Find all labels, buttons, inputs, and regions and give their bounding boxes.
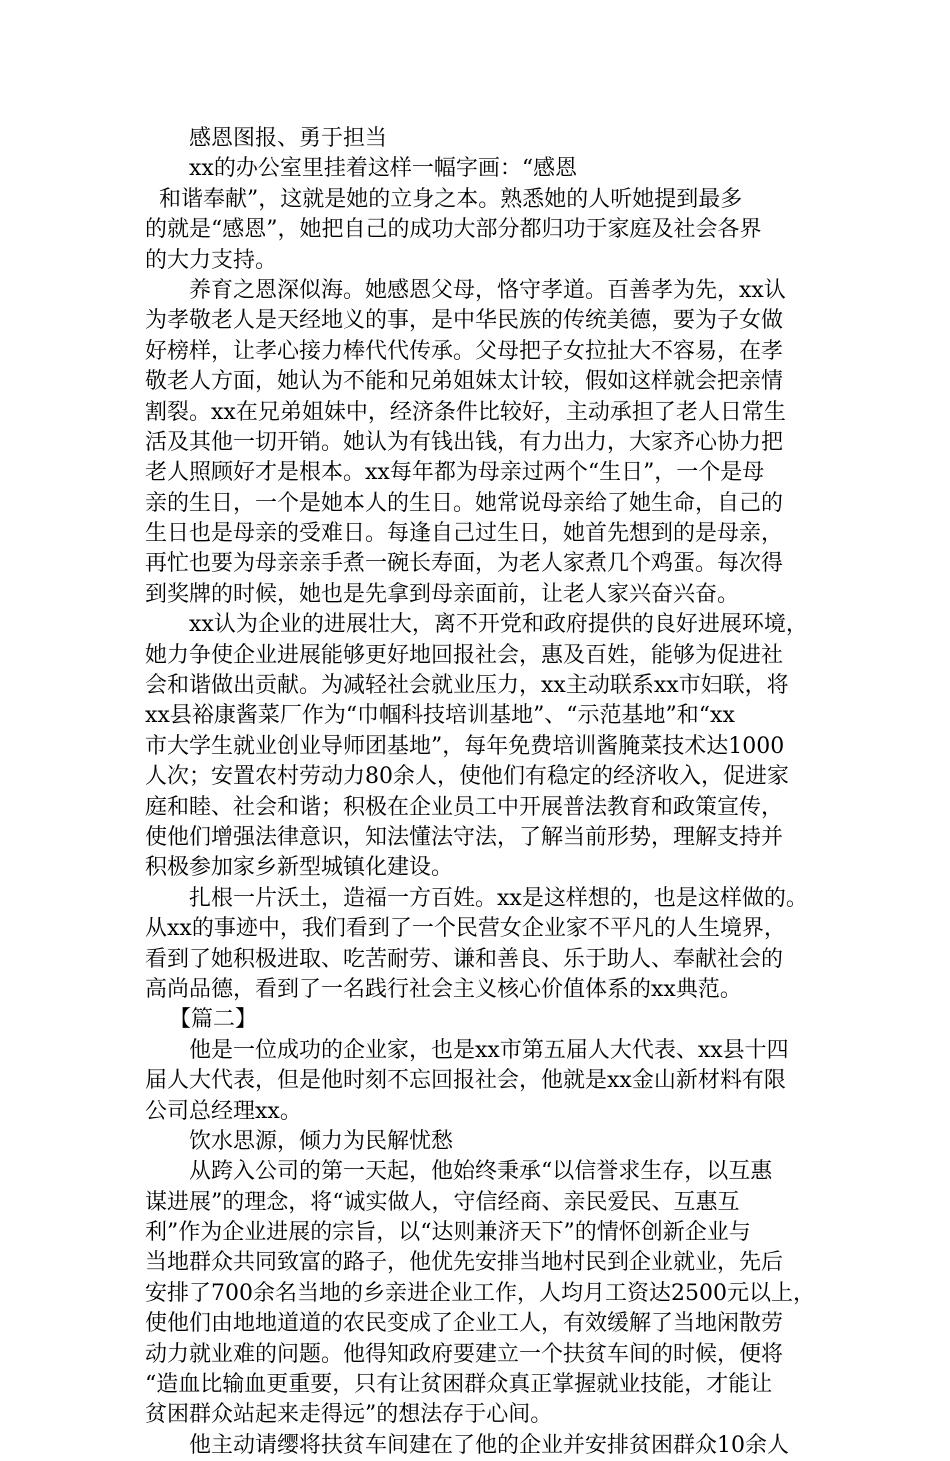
- text-line: 她力争使企业进展能够更好地回报社会，惠及百姓，能够为促进社: [145, 642, 784, 668]
- text-line: xx认为企业的进展壮大，离不开党和政府提供的良好进展环境，: [189, 612, 808, 638]
- text-line: 公司总经理xx。: [145, 1098, 302, 1124]
- text-line: 当地群众共同致富的路子，他优先安排当地村民到企业就业，先后: [145, 1250, 784, 1276]
- text-line: 饮水思源，倾力为民解忧愁: [189, 1128, 454, 1154]
- text-line: 高尚品德，看到了一名践行社会主义核心价值体系的xx典范。: [145, 976, 742, 1002]
- text-line: 割裂。xx在兄弟姐妹中，经济条件比较好，主动承担了老人日常生: [145, 399, 786, 425]
- text-line: 利”作为企业进展的宗旨，以“达则兼济天下”的情怀创新企业与: [145, 1220, 751, 1246]
- text-line: 亲的生日，一个是她本人的生日。她常说母亲给了她生命，自己的: [145, 490, 784, 516]
- text-line: 的大力支持。: [145, 247, 278, 273]
- text-line: 他是一位成功的企业家，也是xx市第五届人大代表、xx县十四: [189, 1037, 789, 1063]
- text-line: 市大学生就业创业导师团基地”，每年免费培训酱腌菜技术达1000: [145, 733, 785, 759]
- text-line: 从跨入公司的第一天起，他始终秉承“以信誉求生存，以互惠: [189, 1159, 773, 1185]
- text-line: 再忙也要为母亲亲手煮一碗长寿面，为老人家煮几个鸡蛋。每次得: [145, 551, 784, 577]
- text-line: 看到了她积极进取、吃苦耐劳、谦和善良、乐于助人、奉献社会的: [145, 946, 784, 972]
- text-line: 和谐奉献”，这就是她的立身之本。熟悉她的人听她提到最多: [159, 186, 743, 212]
- text-line: 谋进展”的理念，将“诚实做人，守信经商、亲民爱民、互惠互: [145, 1189, 740, 1215]
- text-line: 贫困群众站起来走得远”的想法存于心间。: [145, 1402, 553, 1428]
- text-line: 活及其他一切开销。她认为有钱出钱，有力出力，大家齐心协力把: [145, 429, 784, 455]
- text-line: 养育之恩深似海。她感恩父母，恪守孝道。百善孝为先，xx认: [189, 277, 786, 303]
- text-line: 好榜样，让孝心接力棒代代传承。父母把子女拉扯大不容易，在孝: [145, 338, 784, 364]
- text-line: 【篇二】: [169, 1007, 258, 1033]
- document-body: [145, 124, 825, 1461]
- text-line: 庭和睦、社会和谐；积极在企业员工中开展普法教育和政策宣传，: [145, 794, 784, 820]
- text-line: 会和谐做出贡献。为减轻社会就业压力，xx主动联系xx市妇联，将: [145, 673, 789, 699]
- text-line: 为孝敬老人是天经地义的事，是中华民族的传统美德，要为子女做: [145, 308, 784, 334]
- text-line: 使他们增强法律意识，知法懂法守法，了解当前形势，理解支持并: [145, 824, 784, 850]
- text-line: 动力就业难的问题。他得知政府要建立一个扶贫车间的时候，便将: [145, 1341, 784, 1367]
- text-line: 届人大代表，但是他时刻不忘回报社会，他就是xx金山新材料有限: [145, 1068, 786, 1094]
- text-line: 积极参加家乡新型城镇化建设。: [145, 855, 454, 881]
- text-line: 扎根一片沃土，造福一方百姓。xx是这样想的，也是这样做的。: [189, 885, 808, 911]
- text-line: 使他们由地地道道的农民变成了企业工人，有效缓解了当地闲散劳: [145, 1311, 784, 1337]
- text-line: xx的办公室里挂着这样一幅字画：“感恩: [189, 156, 578, 182]
- text-line: 感恩图报、勇于担当: [189, 126, 388, 151]
- text-line: 老人照顾好才是根本。xx每年都为母亲过两个“生日”，一个是母: [145, 460, 765, 486]
- text-line: 到奖牌的时候，她也是先拿到母亲面前，让老人家兴奋兴奋。: [145, 581, 740, 607]
- text-line: xx县裕康酱菜厂作为“巾帼科技培训基地”、“示范基地”和“xx: [145, 703, 735, 729]
- text-line: 他主动请缨将扶贫车间建在了他的企业并安排贫困群众10余人: [189, 1432, 789, 1458]
- text-line: 人次；安置农村劳动力80余人，使他们有稳定的经济收入，促进家: [145, 764, 789, 790]
- text-line: 的就是“感恩”，她把自己的成功大部分都归功于家庭及社会各界: [145, 217, 762, 243]
- text-line: “造血比输血更重要，只有让贫困群众真正掌握就业技能，才能让: [145, 1372, 773, 1398]
- text-line: 从xx的事迹中，我们看到了一个民营女企业家不平凡的人生境界，: [145, 916, 786, 942]
- text-line: 安排了700余名当地的乡亲进企业工作，人均月工资达2500元以上，: [145, 1280, 815, 1306]
- text-line: 敬老人方面，她认为不能和兄弟姐妹太计较，假如这样就会把亲情: [145, 369, 784, 395]
- text-line: 生日也是母亲的受难日。每逢自己过生日，她首先想到的是母亲，: [145, 521, 784, 547]
